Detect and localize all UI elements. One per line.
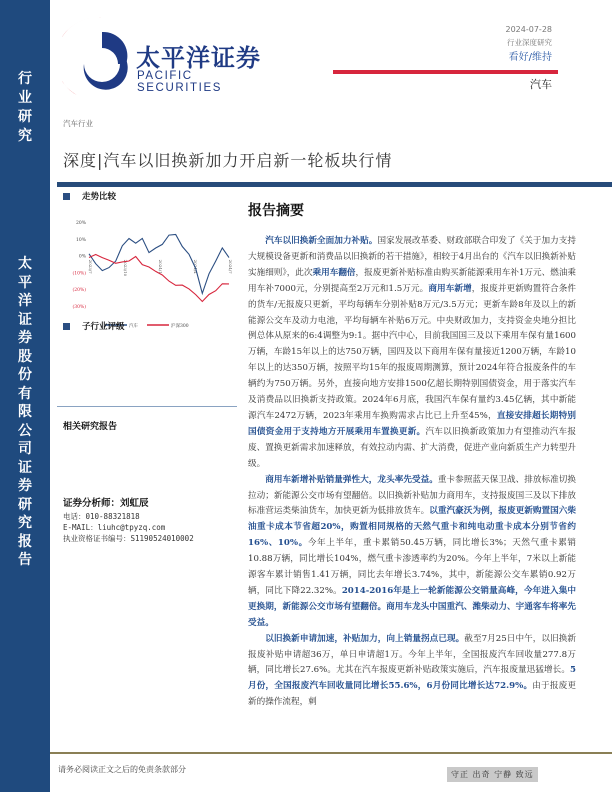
svg-text:(20%): (20%) [72, 288, 86, 294]
body-text: 今年上半年，重卡累销50.45万辆，同比增长3%；天然气重卡累销10.88万辆，同比增长104%，燃气重卡渗透率约为20%。今年上半年，7米以上新能源客车累计销售1.41万辆，同比去年增长3.74%，其中，新能源公交车累销0.92万辆，同比下降22.32%。 [248, 538, 576, 596]
summary-paragraph [248, 473, 576, 632]
highlight-text: 以旧换新申请加速，补贴加力，向上销量拐点已现。 [265, 633, 465, 644]
trend-heading-text: 走势比较 [82, 192, 117, 202]
analyst-name: 证券分析师：刘虹辰 [63, 498, 149, 509]
sector-label: 汽车 [530, 78, 552, 91]
bullet-square-icon [63, 193, 70, 200]
brand-name-cn: 太平洋证券 [136, 44, 261, 72]
report-category-label: 行业研究 [18, 71, 32, 144]
svg-text:2023/10: 2023/10 [123, 259, 128, 277]
svg-text:(10%): (10%) [72, 271, 86, 277]
analyst-phone: 电话：010-88321818 [63, 512, 140, 521]
footer-divider [50, 752, 612, 754]
svg-text:20%: 20% [75, 221, 86, 226]
title-divider [57, 182, 612, 187]
highlight-text: 直接安排超长期特别国债资金用于支持地方开展乘用车置换更新。 [248, 410, 576, 437]
svg-text:沪深300: 沪深300 [171, 324, 189, 329]
left-column [57, 190, 237, 543]
body-text: 国家发展改革委、财政部联合印发了《关于加力支持大规模设备更新和消费品以旧换新的若干措施》，相较于4月出台的《汽车以旧换新补贴实施细则》，此次 [248, 236, 576, 278]
report-title: 深度|汽车以旧换新加力开启新一轮板块行情 [63, 151, 393, 170]
highlight-text: 5月份，全国报废汽车回收量同比增长55.6%，6月份同比增长达72.9%。 [248, 665, 576, 692]
summary-paragraph [248, 632, 576, 712]
highlight-text: 乘用车翻倍 [312, 267, 356, 278]
report-date: 2024-07-28 [505, 25, 552, 34]
svg-text:2023/7: 2023/7 [88, 259, 93, 274]
body-text: ，报废并更新购置符合条件的货车/无报废只更新，平均每辆车分别补贴8万元/3.5万元；更新车龄8年及以上的新能源公交车及动力电池，平均每辆车补贴6万元。中央财政加力，支持资金央地分担比例总体从原来的6:4调整为9:1。据中汽中心，目前我国国三及以下乘用车保有量1600万辆，车龄15年以上的达750万辆，国四及以下商用车保有量接近1200万辆，车龄10年以上的达350万辆，按照平均15年的报废周期测算，预计2024年符合报废条件的车辆约为750万辆。另外，直接向地方安排1500亿超长期特别国债资金，用于落实汽车及消费品以旧换新支持政策。2024年6月底，我国汽车保有量约3.45亿辆，其中新能源汽车2472万辆，2023年乘用车换购需求占比已上升至45%， [248, 283, 576, 421]
svg-text:0%: 0% [78, 254, 86, 260]
disclaimer-text: 请务必阅读正文之后的免责条款部分 [58, 765, 186, 774]
sub-rating-heading-text: 子行业评级 [82, 322, 125, 332]
body-text: 重卡参照蓝天保卫战、排放标准切换拉动；新能源公交市场有望翻倍。以旧换新补贴加力商用车，支持报废国三及以下排放标准营运类柴油货车，加快更新为低排放货车。 [248, 474, 576, 517]
brand-name-en: PACIFIC SECURITIES [137, 70, 223, 94]
report-meta [506, 24, 553, 66]
svg-text:(30%): (30%) [72, 305, 86, 310]
header-divider [333, 70, 558, 74]
analyst-email[interactable]: E-MAIL：liuhc@tpyzq.com [63, 523, 166, 532]
sub-rating-heading [57, 320, 125, 332]
highlight-text: 2014-2016年是上一轮新能源公交销量高峰，今年进入集中更换期，新能源公交市场有望翻倍。商用车龙头中国重汽、潍柴动力、宇通客车将率先受益。 [248, 585, 576, 628]
highlight-text: 商用车新增补贴销量弹性大，龙头率先受益。 [265, 474, 438, 485]
summary-section [248, 200, 576, 711]
body-text: 截至7月25日中午，以旧换新报废补贴申请超36万，单日申请超1万。今年上半年，全国报废汽车回收量277.8万辆，同比增长27.6%。尤其在汽车报废更新补贴政策实施后，汽车报废量迅猛增长。 [248, 633, 576, 676]
highlight-text: 汽车以旧换新全面加力补贴。 [265, 236, 378, 246]
industry-rating: 看好/维持 [508, 52, 552, 63]
analyst-license: 执业资格证书编号：S1190524010002 [63, 534, 194, 543]
highlight-text: 商用车新增 [428, 283, 472, 294]
body-text: 汽车以旧换新政策加力有望推动汽车报废、置换更新需求加速释放，有效拉动内需、扩大消费，促进产业向新质生产力转型升级。 [248, 426, 576, 469]
body-text: 由于报废更新的操作流程，刺 [248, 681, 576, 708]
summary-paragraph [248, 234, 576, 473]
company-logo [62, 12, 282, 102]
svg-text:2024/4: 2024/4 [193, 259, 198, 274]
trend-section-heading [57, 190, 237, 202]
svg-text:汽车: 汽车 [129, 324, 138, 329]
industry-label: 汽车行业 [63, 119, 93, 128]
trend-chart [57, 208, 237, 333]
company-motto: 守正 出奇 宁静 致远 [447, 767, 538, 782]
svg-text:2024/7: 2024/7 [228, 259, 233, 274]
analyst-info [63, 497, 194, 544]
logo-mark-icon [62, 12, 134, 102]
related-reports-heading: 相关研究报告 [63, 422, 118, 432]
highlight-text: 以重汽豪沃为例，报废更新购置国六柴油重卡成本节省超20%，购置相同规格的天然气重卡和纯电动重卡成本分别节省约16%、10%。 [248, 506, 576, 549]
svg-text:2024/1: 2024/1 [158, 259, 163, 274]
left-divider [57, 406, 237, 407]
summary-heading: 报告摘要 [248, 203, 304, 219]
sidebar [0, 0, 50, 792]
trend-chart-svg [57, 208, 237, 333]
body-text: ，报废更新补贴标准由购买新能源乘用车补1万元、燃油乘用车补7000元，分别提高至2万元和1.5万元。 [248, 267, 577, 294]
svg-text:10%: 10% [75, 237, 86, 243]
report-type: 行业深度研究 [507, 38, 552, 47]
bullet-square-icon [63, 323, 70, 330]
company-vertical-label: 太平洋证券股份有限公司证券研究报告 [18, 256, 32, 568]
